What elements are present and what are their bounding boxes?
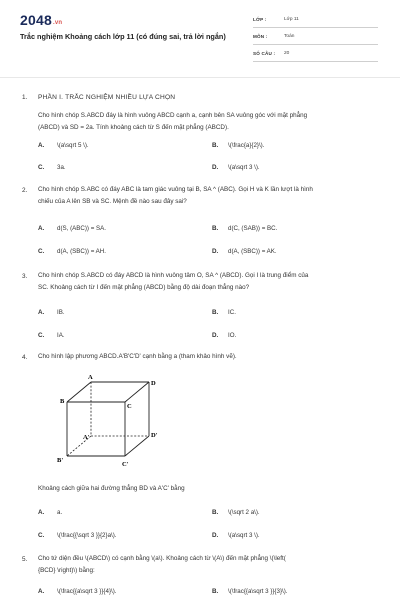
option-d[interactable]: IO. — [228, 332, 237, 339]
option-a[interactable]: \(\frac{{a\sqrt 3 }}{4}\). — [57, 588, 117, 595]
option-c[interactable]: \(\frac{{\sqrt 3 }}{2}a\). — [57, 532, 117, 539]
option-letter[interactable]: A. — [38, 509, 45, 516]
option-d[interactable]: \(a\sqrt 3 \). — [228, 164, 260, 171]
option-letter[interactable]: B. — [212, 509, 219, 516]
option-a[interactable]: IB. — [57, 309, 65, 316]
vertex-label-a: A — [88, 374, 93, 381]
meta-value: Lớp 11 — [284, 17, 299, 22]
question-3-line-2: SC. Khoảng cách từ I đến mặt phẳng (ABCD) bằng độ dài đoạn thẳng nào? — [38, 284, 250, 291]
option-d[interactable]: \(a\sqrt 3 \). — [228, 532, 260, 539]
option-letter[interactable]: C. — [38, 532, 45, 539]
option-letter[interactable]: B. — [212, 309, 219, 316]
option-b[interactable]: \(\frac{{a\sqrt 3 }}{3}\). — [228, 588, 288, 595]
option-letter[interactable]: D. — [212, 532, 219, 539]
logo-suffix: .vn — [52, 20, 63, 26]
option-letter[interactable]: C. — [38, 248, 45, 255]
option-letter[interactable]: D. — [212, 248, 219, 255]
question-2-line-2: chiếu của A lên SB và SC. Mệnh đề nào sau đây sai? — [38, 198, 187, 205]
option-letter[interactable]: A. — [38, 309, 45, 316]
vertex-label-c: C — [127, 403, 132, 410]
question-1-line-2: (ABCD) và SD = 2a. Tính khoảng cách từ S đến mặt phẳng (ABCD). — [38, 124, 229, 131]
question-number: 1. — [22, 94, 28, 101]
edge-c1d1 — [125, 436, 149, 456]
vertex-label-c1: C' — [122, 461, 129, 468]
option-letter[interactable]: B. — [212, 142, 219, 149]
meta-label: MÔN : — [253, 34, 268, 39]
edge-dc — [125, 382, 149, 402]
option-letter[interactable]: B. — [212, 588, 219, 595]
question-4-line-1: Cho hình lập phương ABCD.A'B'C'D' cạnh bằng a (tham khảo hình vẽ). — [38, 353, 237, 360]
option-c[interactable]: IA. — [57, 332, 65, 339]
option-d[interactable]: d(A, (SBC)) = AK. — [228, 248, 277, 255]
vertex-label-b: B — [60, 398, 65, 405]
cube-figure — [55, 374, 165, 475]
option-b[interactable]: \(\frac{a}{2}\). — [228, 142, 265, 149]
question-4-line-2: Khoảng cách giữa hai đường thẳng BD và A'C' bằng — [38, 485, 185, 492]
option-a[interactable]: a. — [57, 509, 63, 516]
option-a[interactable]: d(S, (ABC)) = SA. — [57, 225, 106, 232]
option-b[interactable]: IC. — [228, 309, 236, 316]
option-letter[interactable]: A. — [38, 142, 45, 149]
question-number: 5. — [22, 556, 28, 563]
meta-value: 20 — [284, 51, 290, 56]
vertex-label-d: D — [151, 380, 156, 387]
option-b[interactable]: \(\sqrt 2 a\). — [228, 509, 260, 516]
option-c[interactable]: d(A, (SBC)) = AH. — [57, 248, 106, 255]
question-1-line-1: Cho hình chóp S.ABCD đáy là hình vuông ABCD cạnh a, cạnh bên SA vuông góc với mặt phẳng — [38, 112, 308, 119]
question-3-line-1: Cho hình chóp S.ABCD có đáy ABCD là hình vuông tâm O, SA ^ (ABCD). Gọi I là trung điểm của — [38, 272, 309, 279]
option-c[interactable]: 3a. — [57, 164, 66, 171]
meta-label: SỐ CÂU : — [253, 51, 276, 56]
question-number: 4. — [22, 354, 28, 361]
meta-label: LỚP : — [253, 17, 267, 22]
section-title: PHẦN I. TRẮC NGHIỆM NHIỀU LỰA CHỌN — [38, 94, 176, 101]
question-number: 2. — [22, 187, 28, 194]
option-letter[interactable]: D. — [212, 332, 219, 339]
question-2-line-1: Cho hình chóp S.ABC có đáy ABC là tam giác vuông tại B, SA ^ (ABC). Gọi H và K lần lượt là hình — [38, 186, 313, 193]
option-a[interactable]: \(a\sqrt 5 \). — [57, 142, 89, 149]
question-5-line-2: {BCD} \right)\) bằng: — [38, 567, 95, 574]
cube-diagram — [55, 374, 165, 470]
option-letter[interactable]: C. — [38, 164, 45, 171]
question-number: 3. — [22, 273, 28, 280]
vertex-label-d1: D' — [151, 432, 158, 439]
option-letter[interactable]: C. — [38, 332, 45, 339]
option-b[interactable]: d(C, (SAB)) = BC. — [228, 225, 278, 232]
logo-text: 2048 — [20, 12, 52, 28]
option-letter[interactable]: A. — [38, 225, 45, 232]
option-letter[interactable]: A. — [38, 588, 45, 595]
question-5-line-1: Cho tứ diện đều \(ABCD\) có cạnh bằng \(a\). Khoảng cách từ \(A\) đến mặt phẳng \(\left( — [38, 555, 286, 562]
option-letter[interactable]: D. — [212, 164, 219, 171]
vertex-label-a1: A' — [83, 434, 90, 441]
meta-value: Toán — [284, 34, 295, 39]
edge-ab — [67, 382, 91, 402]
vertex-label-b1: B' — [57, 457, 64, 464]
option-letter[interactable]: B. — [212, 225, 219, 232]
document-title: Trắc nghiệm Khoảng cách lớp 11 (có đúng sai, trả lời ngắn) — [20, 32, 226, 41]
